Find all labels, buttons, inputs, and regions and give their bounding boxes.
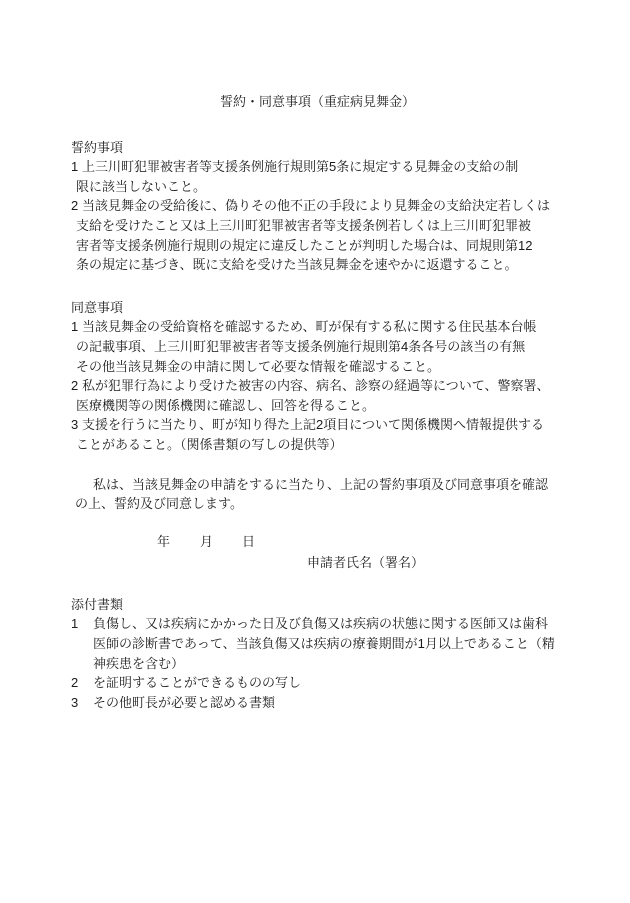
list-item-line [71, 673, 564, 693]
month-label: 月 [200, 533, 214, 549]
list-item-line: ことがあること。（関係書類の写しの提供等） [76, 436, 343, 452]
list-item-line: 害者等支援条例施行規則の規定に違反したことが判明した場合は、同規則第12 [76, 237, 533, 253]
day-label: 日 [242, 533, 256, 549]
item-number: 3 [71, 417, 79, 433]
list-item-text: 当該見舞金の受給資格を確認するため、町が保有する私に関する住民基本台帳 [82, 319, 537, 335]
item-number: 1 [71, 159, 79, 175]
item-number: 2 [71, 198, 79, 214]
year-label: 年 [157, 533, 171, 549]
pledge-item-1 [71, 157, 564, 196]
list-item-line: の記載事項、上三川町犯罪被害者等支援条例施行規則第4条各号の該当の有無 [76, 338, 526, 354]
signature-label: 申請者氏名（署名） [307, 555, 425, 571]
attachment-item-2 [71, 673, 564, 693]
list-item-line [71, 614, 564, 634]
list-item-line: 神疾患を含む） [93, 655, 185, 671]
list-item-line [71, 317, 564, 337]
list-item-line: 医療機関等の関係機関に確認し、回答を得ること。 [76, 397, 376, 413]
list-item-text: 上三川町犯罪被害者等支援条例施行規則第5条に規定する見舞金の支給の制 [82, 159, 519, 175]
declaration-line: 私は、当該見舞金の申請をするに当たり、上記の誓約事項及び同意事項を確認 [93, 476, 549, 492]
consent-item-1 [71, 317, 564, 376]
document-body [71, 0, 564, 712]
pledge-item-2 [71, 196, 564, 274]
declaration-paragraph [71, 475, 564, 514]
list-item-text: その他町長が必要と認める書類 [93, 694, 276, 710]
attachments-heading: 添付書類 [71, 596, 124, 612]
item-number: 2 [71, 378, 79, 394]
date-line [71, 532, 564, 552]
item-number: 1 [71, 319, 79, 335]
list-item-text: 当該見舞金の受給後に、偽りその他不正の手段により見舞金の支給決定若しくは [82, 198, 551, 214]
list-item-text: を証明することができるものの写し [93, 675, 302, 691]
consent-item-3 [71, 415, 564, 454]
attachment-item-1 [71, 614, 564, 673]
list-item-line [71, 376, 564, 396]
document-title: 誓約・同意事項（重症病見舞金） [219, 94, 415, 109]
item-number: 1 [71, 616, 79, 632]
list-item-text: 私が犯罪行為により受けた被害の内容、病名、診察の経過等について、警察署、 [82, 378, 550, 394]
list-item-line: 医師の診断書であって、当該負傷又は疾病の療養期間が1月以上であること（精 [93, 636, 555, 652]
list-item-line: 限に該当しないこと。 [76, 178, 207, 194]
list-item-line [71, 196, 564, 216]
list-item-line [71, 157, 564, 177]
attachment-item-3 [71, 693, 564, 713]
pledge-heading: 誓約事項 [71, 139, 124, 155]
declaration-line: の上、誓約及び同意します。 [75, 496, 243, 512]
item-number: 3 [71, 694, 79, 710]
consent-item-2 [71, 376, 564, 415]
consent-heading: 同意事項 [71, 299, 124, 315]
list-item-line [71, 693, 564, 713]
list-item-line: 条の規定に基づき、既に支給を受けた当該見舞金を速やかに返還すること。 [76, 257, 518, 273]
list-item-line: 支給を受けたこと又は上三川町犯罪被害者等支援条例若しくは上三川町犯罪被 [76, 217, 532, 233]
list-item-line [71, 415, 564, 435]
list-item-text: 支援を行うに当たり、町が知り得た上記2項目について関係機関へ情報提供する [82, 417, 544, 433]
item-number: 2 [71, 675, 79, 691]
list-item-text: 負傷し、又は疾病にかかった日及び負傷又は疾病の状態に関する医師又は歯科 [93, 616, 549, 632]
list-item-line: その他当該見舞金の申請に関して必要な情報を確認すること。 [76, 358, 441, 374]
